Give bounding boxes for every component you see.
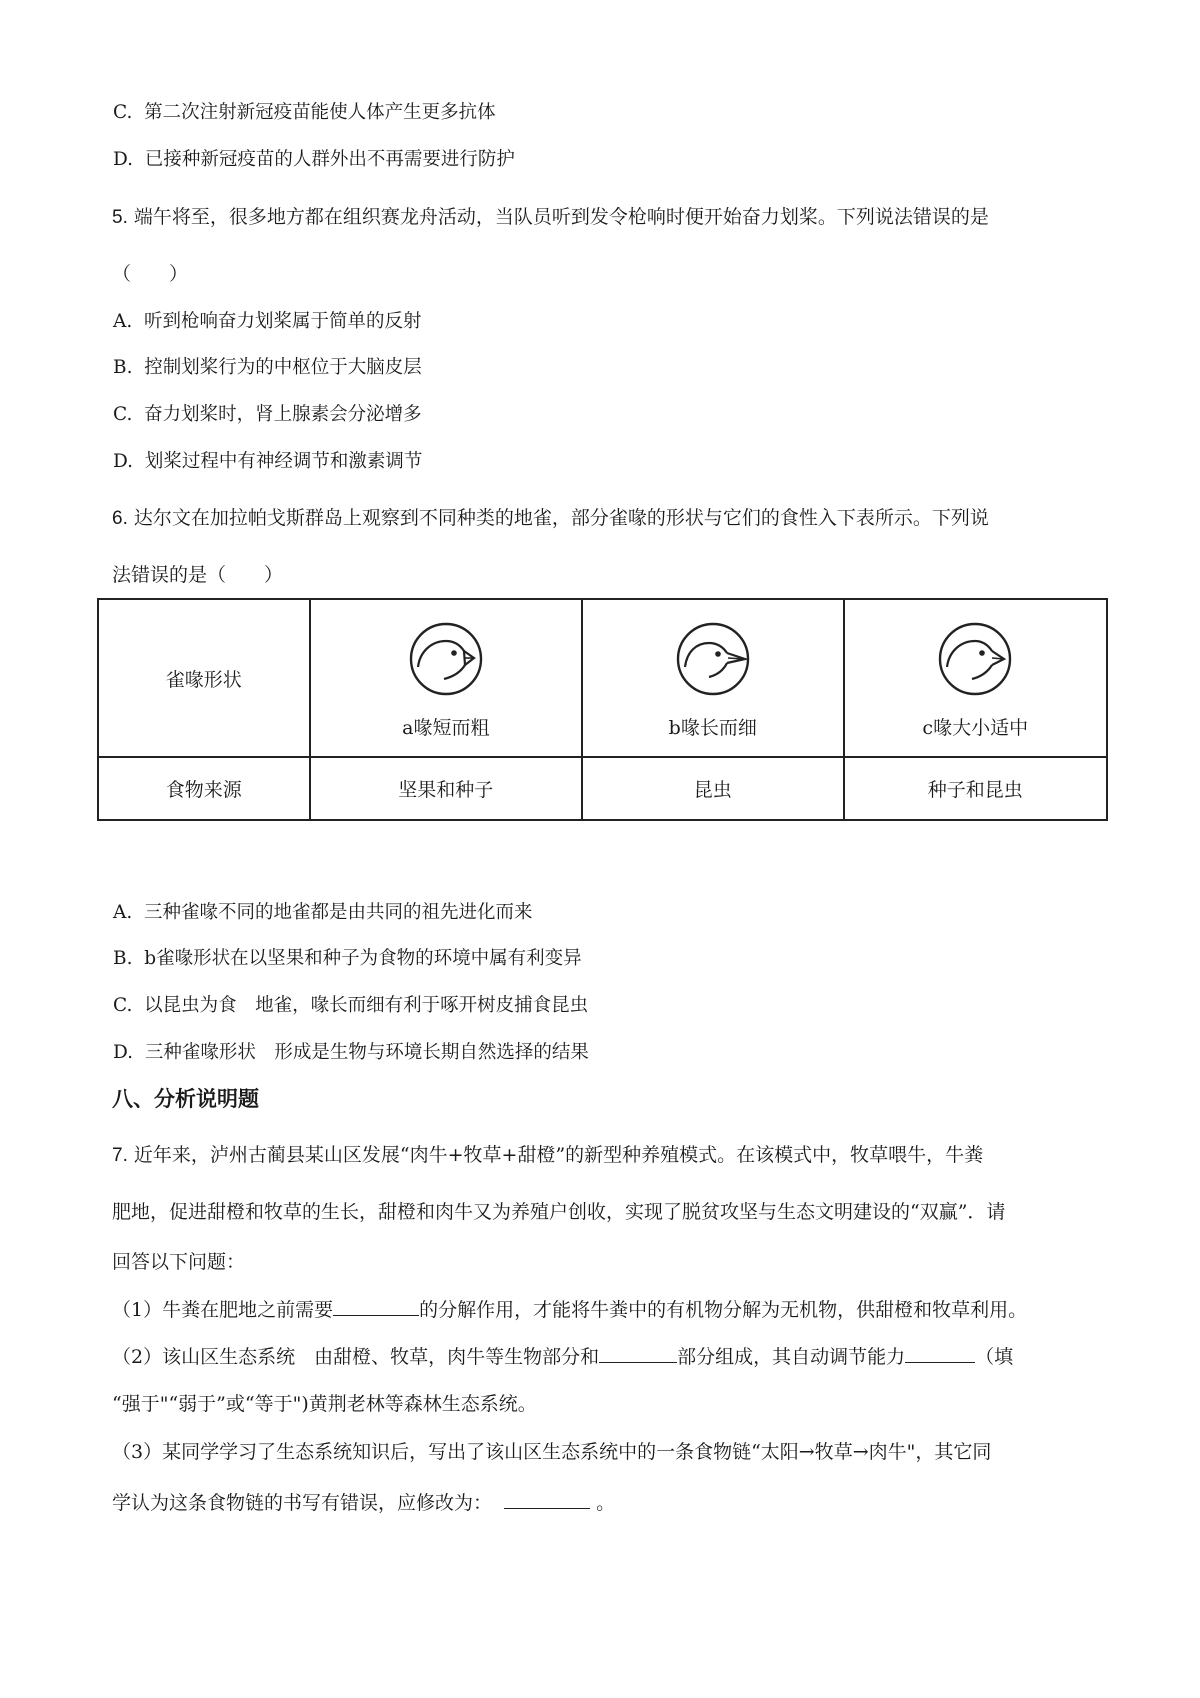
answer-blank-3[interactable] bbox=[905, 1344, 975, 1363]
q7-sub3: （3）某同学学习了生态系统知识后，写出了该山区生态系统中的一条食物链“太阳→牧草→肉牛"，其它同 bbox=[112, 1441, 992, 1463]
beak-cell-a bbox=[310, 599, 582, 757]
section-heading: 八、分析说明题 bbox=[112, 1087, 259, 1111]
q6-option-c: C. 以昆虫为食 地雀，喙长而细有利于啄开树皮捕食昆虫 bbox=[113, 995, 589, 1016]
beak-b-caption: b喙长而细 bbox=[668, 717, 757, 739]
q5-option-b: B. 控制划桨行为的中枢位于大脑皮层 bbox=[113, 357, 422, 378]
beak-c-caption: c喙大小适中 bbox=[922, 717, 1029, 739]
q7-line2: 肥地，促进甜橙和牧草的生长，甜橙和肉牛又为养殖户创收，实现了脱贫攻坚与生态文明建设的“双赢”．请 bbox=[112, 1201, 1006, 1223]
answer-blank-2[interactable] bbox=[599, 1344, 677, 1363]
q5-option-d: D. 划桨过程中有神经调节和激素调节 bbox=[113, 451, 423, 472]
finch-head-medium-beak-icon bbox=[937, 621, 1013, 697]
food-c: 种子和昆虫 bbox=[844, 757, 1108, 820]
q7-line1: 7. 近年来，泸州古蔺县某山区发展“肉牛+牧草+甜橙”的新型种养殖模式。在该模式中，牧草喂牛，牛粪 bbox=[112, 1144, 984, 1166]
q5-option-a: A. 听到枪响奋力划桨属于简单的反射 bbox=[113, 311, 422, 332]
beak-a-caption: a喙短而粗 bbox=[402, 717, 490, 739]
finch-head-short-thick-beak-icon bbox=[408, 621, 484, 697]
q6-stem-line1: 6. 达尔文在加拉帕戈斯群岛上观察到不同种类的地雀，部分雀喙的形状与它们的食性入下表所示。下列说 bbox=[112, 507, 989, 529]
food-b: 昆虫 bbox=[582, 757, 843, 820]
answer-blank-4[interactable] bbox=[504, 1490, 590, 1509]
q5-stem: 5. 端午将至，很多地方都在组织赛龙舟活动，当队员听到发令枪响时便开始奋力划桨。下列说法错误的是 bbox=[112, 206, 989, 228]
q7-sub1: （1）牛粪在肥地之前需要 的分解作用，才能将牛粪中的有机物分解为无机物，供甜橙和牧草利用。 bbox=[112, 1299, 1028, 1321]
q5-option-c: C. 奋力划桨时，肾上腺素会分泌增多 bbox=[113, 404, 422, 425]
option-c-prev: C. 第二次注射新冠疫苗能使人体产生更多抗体 bbox=[113, 102, 496, 123]
answer-blank-1[interactable] bbox=[333, 1297, 419, 1316]
q7-sub2: （2）该山区生态系统 由甜橙、牧草，肉牛等生物部分和 部分组成，其自动调节能力 （填 bbox=[112, 1346, 1014, 1368]
q5-answer-paren: （ ） bbox=[112, 263, 189, 285]
finch-head-long-thin-beak-icon bbox=[675, 621, 751, 697]
q6-option-d: D. 三种雀喙形状 形成是生物与环境长期自然选择的结果 bbox=[113, 1042, 589, 1063]
beak-cell-b bbox=[582, 599, 843, 757]
q6-option-a: A. 三种雀喙不同的地雀都是由共同的祖先进化而来 bbox=[113, 902, 533, 923]
option-d-prev: D. 已接种新冠疫苗的人群外出不再需要进行防护 bbox=[113, 149, 515, 170]
q6-option-b: B. b雀喙形状在以坚果和种子为食物的环境中属有利变异 bbox=[113, 948, 582, 969]
food-a: 坚果和种子 bbox=[310, 757, 582, 820]
beak-shape-row bbox=[98, 599, 1107, 757]
q7-sub3-line2: 学认为这条食物链的书写有错误，应修改为： 。 bbox=[112, 1492, 616, 1514]
q7-line3: 回答以下问题： bbox=[112, 1251, 246, 1273]
beak-shape-header: 雀喙形状 bbox=[98, 599, 310, 757]
finch-beak-table bbox=[97, 598, 1108, 821]
q6-stem-line2: 法错误的是（ ） bbox=[112, 564, 284, 586]
food-source-row bbox=[98, 757, 1107, 820]
q7-sub2-line2: “强于"“弱于”或“等于")黄荆老林等森林生态系统。 bbox=[112, 1393, 537, 1415]
beak-cell-c bbox=[844, 599, 1108, 757]
food-source-header: 食物来源 bbox=[98, 757, 310, 820]
